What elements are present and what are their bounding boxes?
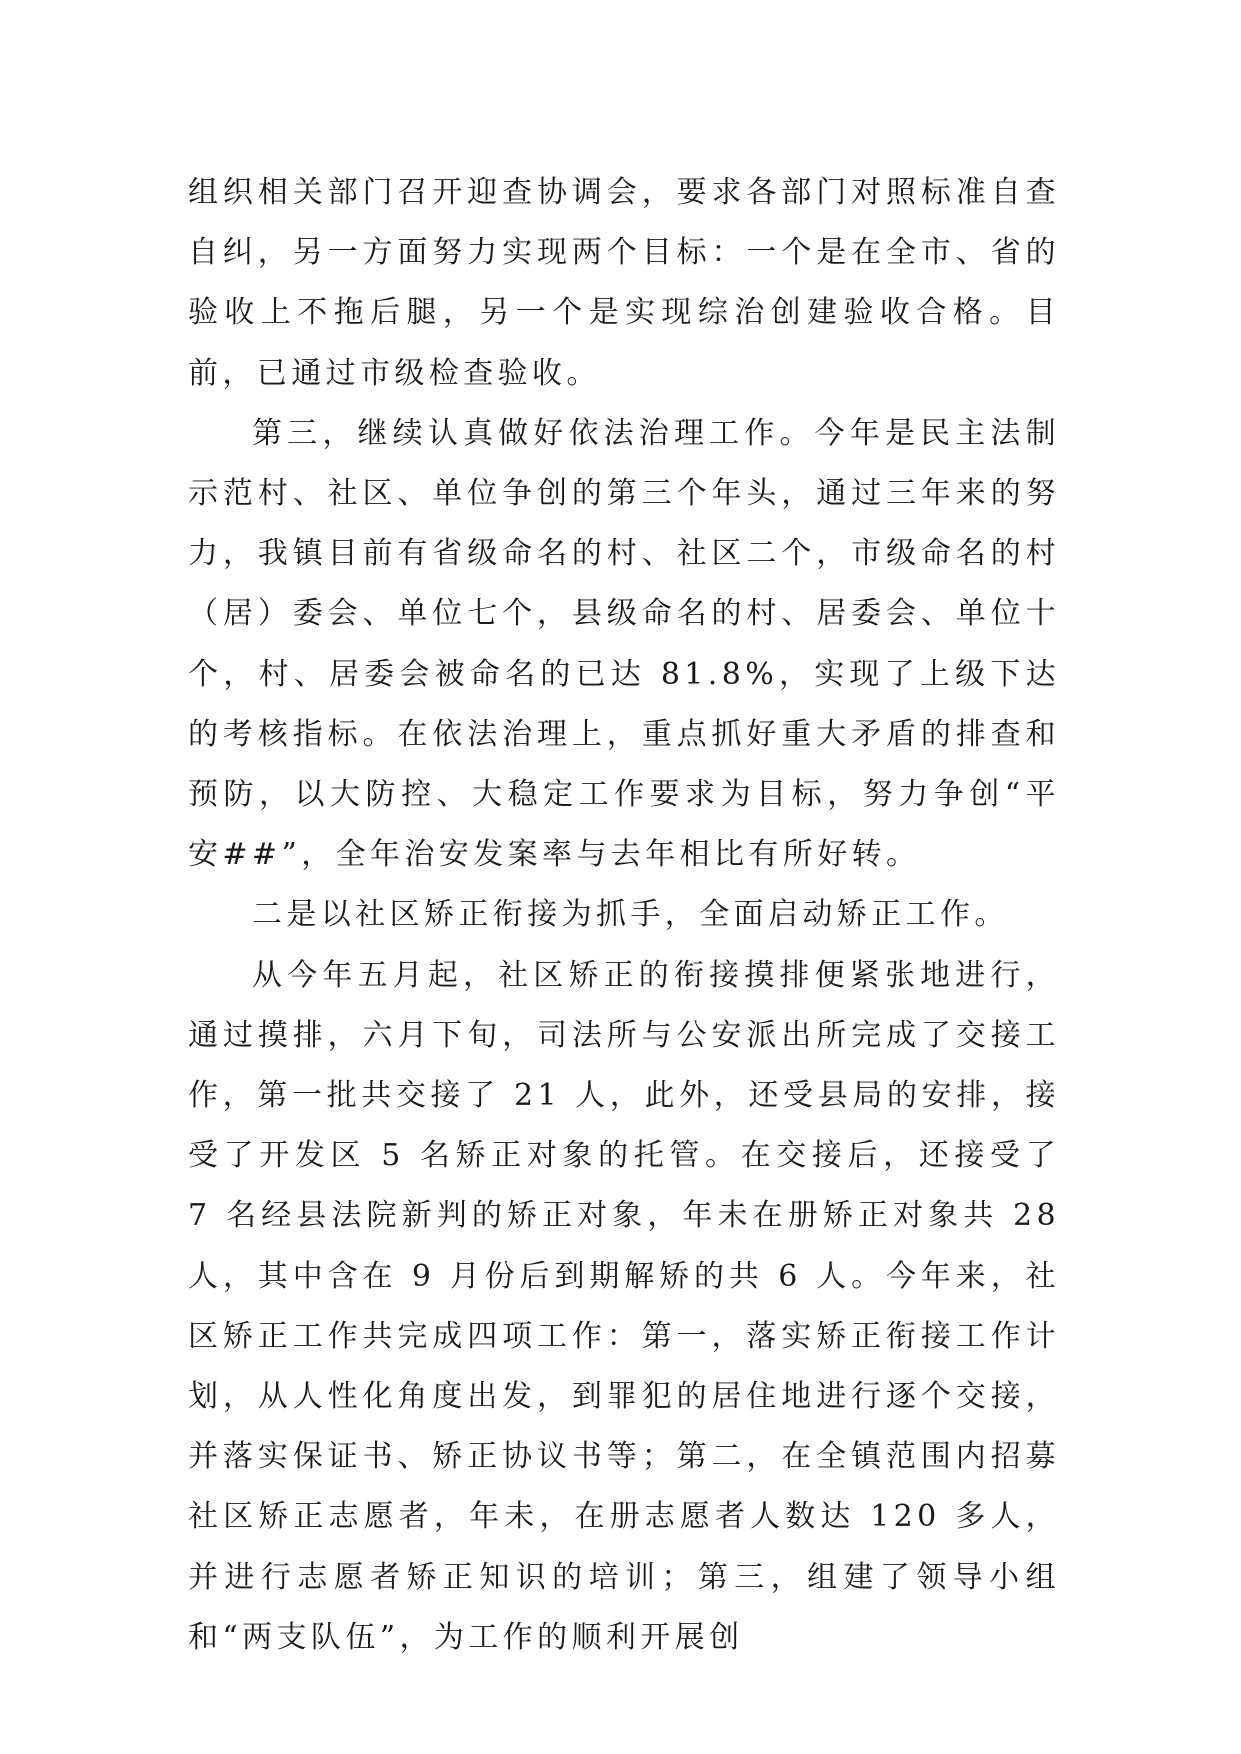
document-body [188, 163, 1060, 1668]
paragraph-4: 从今年五月起，社区矫正的衔接摸排便紧张地进行，通过摸排，六月下旬，司法所与公安派出所完成了交接工作，第一批共交接了 21 人，此外，还受县局的安排，接受了开发区 5 名矫正对象的托管。在交接后，还接受了 7 名经县法院新判的矫正对象，年未在册矫正对象共 28 人，其中含在 9 月份后到期解矫的共 6 人。今年来，社区矫正工作共完成四项工作：第一，落实矫正衔接工作计划，从人性化角度出发，到罪犯的居住地进行逐个交接，并落实保证书、矫正协议书等；第二，在全镇范围内招募社区矫正志愿者，年未，在册志愿者人数达 120 多人，并进行志愿者矫正知识的培训；第三，组建了领导小组和“两支队伍”，为工作的顺利开展创 [188, 957, 1060, 1655]
paragraph-2: 第三，继续认真做好依法治理工作。今年是民主法制示范村、社区、单位争创的第三个年头，通过三年来的努力，我镇目前有省级命名的村、社区二个，市级命名的村（居）委会、单位七个，县级命名的村、居委会、单位十个，村、居委会被命名的已达 81.8%，实现了上级下达的考核指标。在依法治理上，重点抓好重大矛盾的排查和预防，以大防控、大稳定工作要求为目标，努力争创“平安##”，全年治安发案率与去年相比有所好转。 [188, 415, 1060, 873]
paragraph-1: 组织相关部门召开迎查协调会，要求各部门对照标准自查自纠，另一方面努力实现两个目标：一个是在全市、省的验收上不拖后腿，另一个是实现综治创建验收合格。目前，已通过市级检查验收。 [188, 175, 1060, 391]
paragraph-3: 二是以社区矫正衔接为抓手，全面启动矫正工作。 [252, 897, 1009, 933]
